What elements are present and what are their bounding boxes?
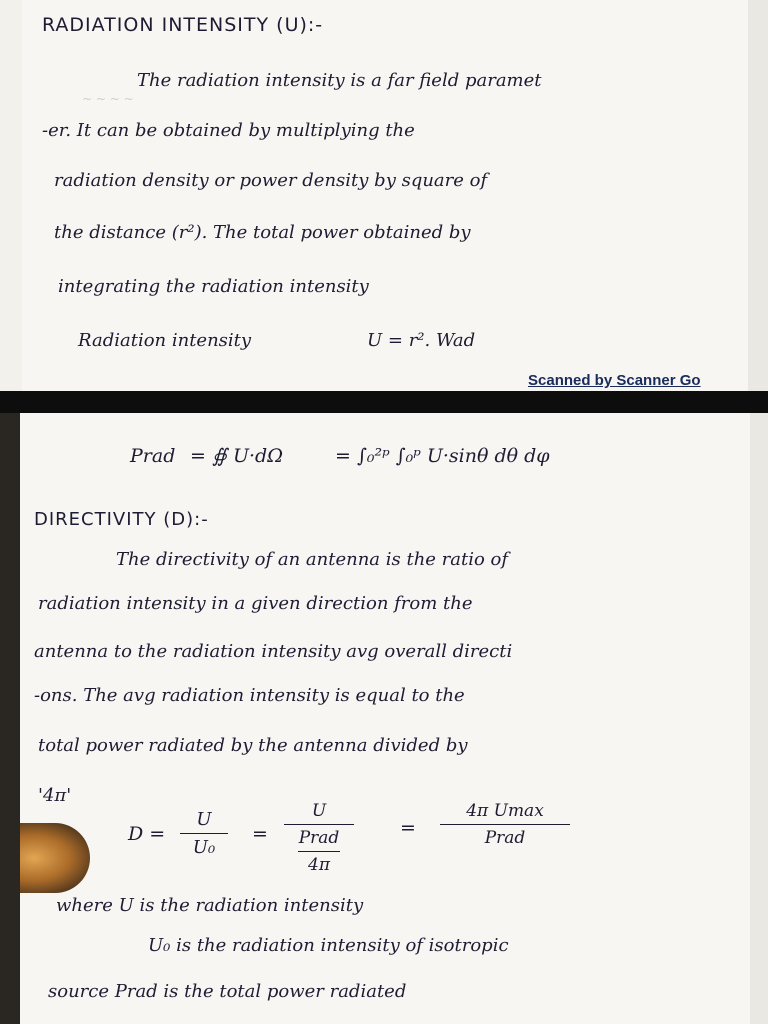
fraction-numerator: 4π Umax — [466, 801, 544, 821]
fraction-bar — [284, 824, 354, 825]
dir-line-2: radiation intensity in a given direction from the — [38, 593, 473, 614]
fraction-sub-denominator: 4π — [308, 855, 330, 875]
fraction-bar — [180, 833, 228, 834]
fraction-u-over-prad-4pi — [284, 801, 354, 875]
fraction-sub-numerator: Prad — [298, 828, 340, 848]
where-line-2: U₀ is the radiation intensity of isotropic — [148, 935, 509, 956]
prad-closed-integral: = ∯ U·dΩ — [190, 445, 283, 467]
body-line-4: the distance (r²). The total power obtained by — [54, 222, 471, 243]
body-line-5: integrating the radiation intensity — [58, 276, 369, 297]
heading-directivity: DIRECTIVITY (D):- — [34, 509, 209, 530]
fraction-bar — [440, 824, 570, 825]
where-line-3: source Prad is the total power radiated — [48, 981, 407, 1002]
fraction-denominator: Prad — [484, 828, 526, 848]
heading-radiation-intensity: RADIATION INTENSITY (U):- — [42, 14, 324, 36]
fraction-numerator: U — [196, 809, 212, 830]
body-line-2: -er. It can be obtained by multiplying the — [42, 120, 415, 141]
prad-double-integral: = ∫₀²ᵖ ∫₀ᵖ U·sinθ dθ dφ — [335, 445, 550, 467]
where-line-1: where U is the radiation intensity — [56, 895, 364, 916]
dir-line-1: The directivity of an antenna is the ratio of — [116, 549, 509, 570]
dir-line-6: '4π' — [38, 785, 72, 806]
fraction-u-over-u0 — [180, 809, 228, 858]
page-bottom — [20, 413, 750, 1024]
d-formula-lhs: D = — [128, 823, 166, 845]
fraction-sub-bar — [298, 851, 340, 852]
formula-radiation-intensity: U = r². Wad — [367, 330, 476, 351]
page-separator — [0, 391, 768, 413]
body-line-1: The radiation intensity is a far field paramet — [137, 70, 542, 91]
scanner-watermark: Scanned by Scanner Go — [528, 372, 701, 389]
fraction-denominator: U₀ — [192, 837, 216, 858]
formula-label: Radiation intensity — [78, 330, 252, 351]
fraction-numerator: U — [311, 801, 327, 821]
dir-line-4: -ons. The avg radiation intensity is equal to the — [34, 685, 465, 706]
d-formula-eq3: = — [400, 817, 416, 839]
bleed-through-text: ~ ~ ~ ~ — [82, 92, 134, 106]
scan-right-margin — [748, 0, 768, 1024]
fraction-4pi-umax-over-prad — [440, 801, 570, 848]
page-top — [22, 0, 748, 391]
thumb-photo-artifact — [20, 823, 90, 893]
body-line-3: radiation density or power density by square of — [54, 170, 488, 191]
dir-line-5: total power radiated by the antenna divided by — [38, 735, 468, 756]
scan-left-margin — [0, 0, 22, 391]
prad-lhs: Prad — [130, 445, 176, 467]
d-formula-eq2: = — [252, 823, 268, 845]
dir-line-3: antenna to the radiation intensity avg overall directi — [34, 641, 513, 662]
